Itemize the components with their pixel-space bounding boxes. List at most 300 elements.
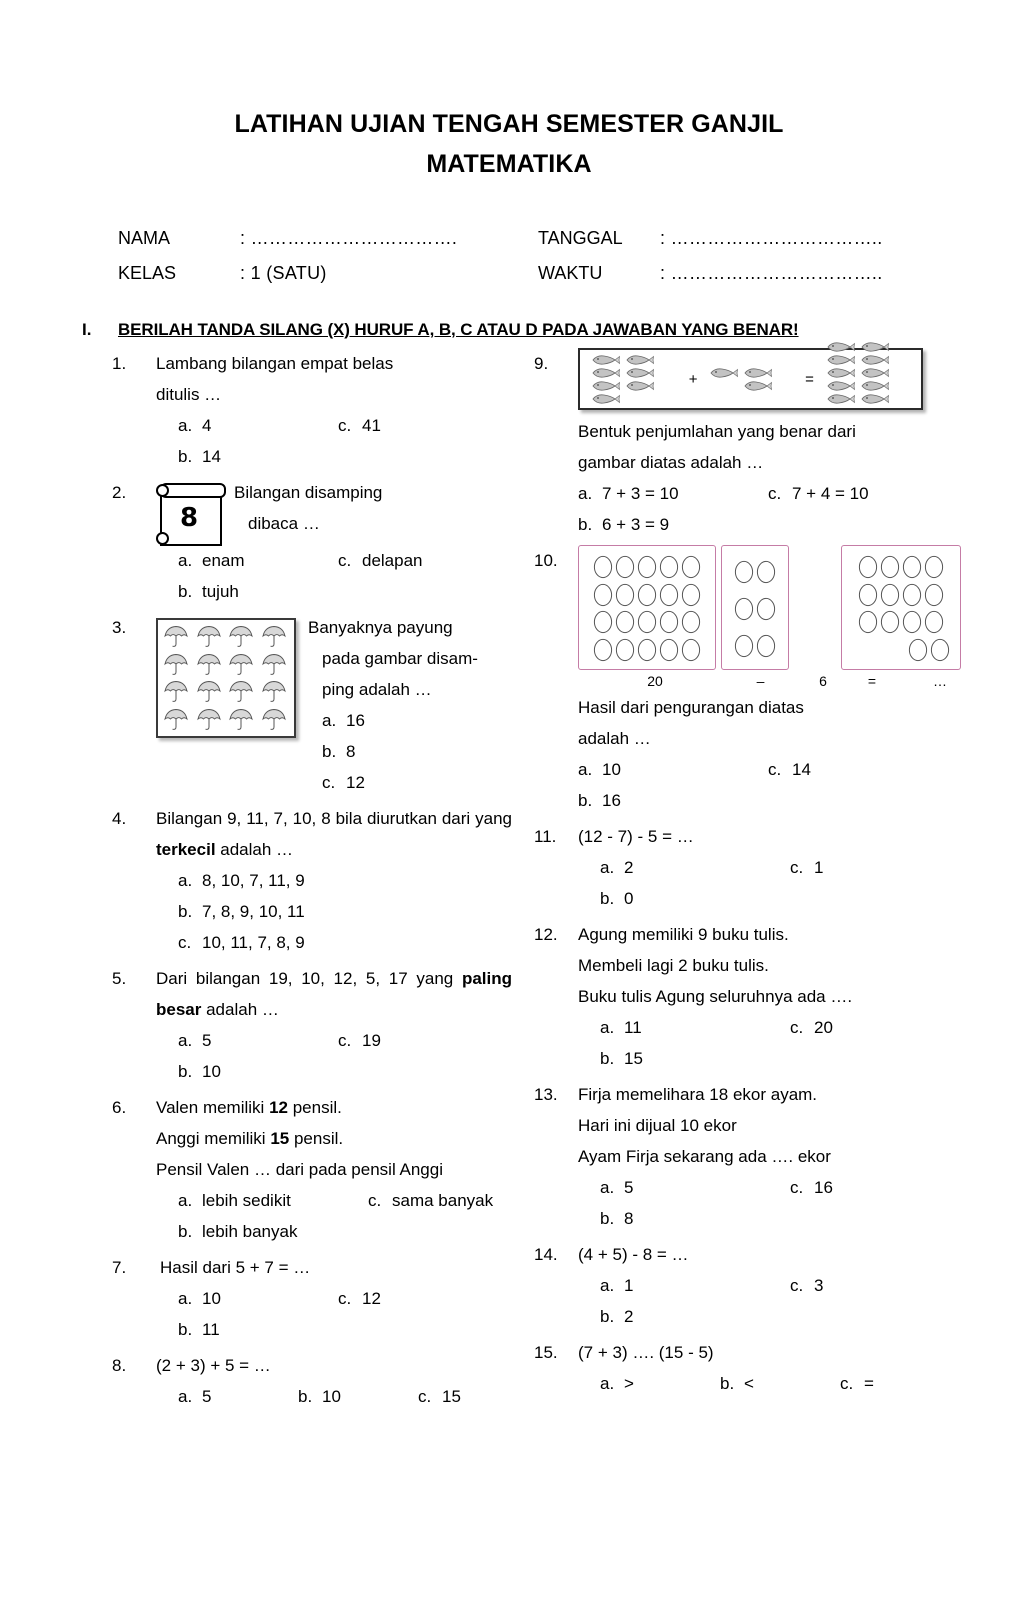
- egg-label-result: …: [933, 673, 947, 689]
- umbrella-icon: [261, 679, 289, 704]
- option-key: c.: [790, 858, 804, 877]
- question-11-option-b[interactable]: [600, 883, 790, 914]
- questions-column-right: [534, 348, 947, 1417]
- question-2-number: 2.: [112, 483, 127, 502]
- q5-bold: paling besar: [156, 969, 512, 1019]
- egg-icon: [923, 608, 945, 634]
- plus-sign: +: [688, 370, 698, 388]
- question-10-text-line-1: Hasil dari pengurangan diatas: [578, 698, 804, 717]
- question-2-option-b[interactable]: [178, 576, 338, 607]
- question-8-option-a[interactable]: [178, 1381, 298, 1412]
- option-value: 4: [202, 416, 212, 435]
- option-value: enam: [202, 551, 245, 570]
- q6-l2-bold: 15: [270, 1129, 290, 1148]
- question-6-text-line-2: [156, 1123, 512, 1154]
- identity-block: [0, 228, 1018, 284]
- umbrella-icon: [226, 651, 259, 679]
- fish-icon: [825, 380, 855, 392]
- waktu-field: [538, 263, 908, 284]
- question-5-options: [156, 1025, 512, 1087]
- option-value: 8: [624, 1209, 634, 1228]
- question-8-text: (2 + 3) + 5 = …: [156, 1356, 271, 1375]
- egg-icon: [614, 636, 636, 662]
- option-key: c.: [768, 760, 782, 779]
- fish-group: [706, 366, 796, 392]
- option-value: 12: [362, 1289, 381, 1308]
- question-13-option-c[interactable]: [790, 1172, 833, 1203]
- page-title-line-2: MATEMATIKA: [426, 150, 592, 178]
- question-8: [112, 1350, 512, 1412]
- question-9: [534, 348, 934, 540]
- fish-group: [588, 353, 680, 405]
- egg-row: [584, 608, 710, 636]
- option-value: tujuh: [202, 582, 239, 601]
- option-key: a.: [178, 1387, 193, 1406]
- fish-icon: [590, 380, 620, 392]
- question-9-option-a[interactable]: [578, 478, 768, 509]
- q4-bold: terkecil: [156, 840, 216, 859]
- nama-label: NAMA: [118, 228, 171, 248]
- option-value: 15: [442, 1387, 461, 1406]
- question-1-text-line-2: ditulis …: [156, 385, 222, 404]
- question-7-option-c[interactable]: [338, 1283, 381, 1314]
- fish-icon: [857, 392, 891, 405]
- egg-icon: [755, 632, 777, 658]
- question-7-option-b[interactable]: [178, 1314, 338, 1345]
- question-6-option-b[interactable]: [178, 1216, 368, 1247]
- document-header: [0, 0, 1018, 184]
- umbrella-icon: [228, 652, 256, 677]
- option-key: b.: [600, 1307, 615, 1326]
- option-key: a.: [600, 1276, 615, 1295]
- option-key: a.: [178, 1289, 193, 1308]
- umbrella-icon: [194, 623, 227, 651]
- question-7-option-a[interactable]: [178, 1283, 338, 1314]
- tanggal-field: [538, 228, 908, 249]
- option-key: b.: [322, 742, 337, 761]
- fish-group: [823, 340, 913, 418]
- fish-icon: [742, 367, 772, 379]
- fish-addition-image: [578, 348, 923, 410]
- umbrella-icon: [259, 706, 292, 734]
- umbrella-icon: [261, 652, 289, 677]
- section-heading: [0, 320, 1018, 340]
- option-value: 16: [346, 711, 365, 730]
- fish-icon: [622, 366, 656, 379]
- egg-row: [847, 635, 955, 663]
- question-3-text-line-3: ping adalah …: [322, 680, 432, 699]
- option-key: b.: [178, 1222, 193, 1241]
- egg-icon: [614, 581, 636, 607]
- option-key: b.: [600, 1049, 615, 1068]
- option-value: 16: [814, 1178, 833, 1197]
- question-5-number: 5.: [112, 969, 127, 988]
- egg-icon: [592, 608, 614, 634]
- egg-icon: [636, 608, 658, 634]
- question-13-number: 13.: [534, 1085, 558, 1104]
- question-9-option-c[interactable]: [768, 478, 869, 509]
- question-13-text-line-3: Ayam Firja sekarang ada …. ekor: [578, 1147, 831, 1166]
- question-10-option-a[interactable]: [578, 754, 768, 785]
- question-14-option-a[interactable]: [600, 1270, 790, 1301]
- egg-row: [584, 635, 710, 663]
- question-15-option-c[interactable]: [840, 1368, 874, 1399]
- egg-icon: [879, 608, 901, 634]
- option-value: 10, 11, 7, 8, 9: [202, 933, 305, 952]
- option-value: 1: [814, 858, 824, 877]
- question-9-text-line-2: gambar diatas adalah …: [578, 453, 764, 472]
- option-key: c.: [418, 1387, 432, 1406]
- question-15: [534, 1337, 934, 1399]
- option-key: c.: [790, 1178, 804, 1197]
- question-1-option-b[interactable]: [178, 441, 338, 472]
- question-12-option-a[interactable]: [600, 1012, 790, 1043]
- umbrella-icon: [196, 707, 224, 732]
- question-1-options: [156, 410, 512, 472]
- option-value: 3: [814, 1276, 824, 1295]
- option-key: a.: [578, 484, 593, 503]
- section-title: BERILAH TANDA SILANG (X) HURUF A, B, C ATAU D PADA JAWABAN YANG BENAR!: [118, 320, 799, 339]
- kelas-value[interactable]: : 1 (SATU): [240, 263, 327, 283]
- question-13-option-b[interactable]: [600, 1203, 790, 1234]
- egg-icon: [592, 636, 614, 662]
- fish-icon: [742, 380, 772, 392]
- option-key: c.: [368, 1191, 382, 1210]
- question-3-text-line-2: pada gambar disam-: [322, 649, 478, 668]
- egg-icon: [901, 581, 923, 607]
- fish-icon: [825, 341, 855, 353]
- question-3-option-b[interactable]: [322, 736, 355, 767]
- q4-part1: Bilangan 9, 11, 7, 10, 8 bila diurutkan dari yang: [156, 809, 512, 828]
- option-key: b.: [578, 791, 593, 810]
- tanggal-label: TANGGAL: [538, 228, 623, 248]
- option-value: 8: [346, 742, 356, 761]
- option-value: 14: [792, 760, 811, 779]
- question-8-number: 8.: [112, 1356, 127, 1375]
- option-key: b.: [600, 1209, 615, 1228]
- question-2-option-c[interactable]: [338, 545, 423, 576]
- question-9-option-b[interactable]: [578, 509, 768, 540]
- question-11-number: 11.: [534, 827, 557, 846]
- option-key: c.: [338, 551, 352, 570]
- fish-icon: [823, 353, 857, 366]
- umbrella-icon: [163, 679, 191, 704]
- question-1-option-c[interactable]: [338, 410, 381, 441]
- option-value: 0: [624, 889, 634, 908]
- question-2-text-line-1: Bilangan disamping: [234, 483, 383, 502]
- question-14-option-c[interactable]: [790, 1270, 823, 1301]
- question-10-number: 10.: [534, 551, 558, 570]
- option-key: a.: [178, 551, 193, 570]
- question-10: [534, 545, 947, 816]
- question-11: [534, 821, 934, 914]
- option-value: 16: [602, 791, 621, 810]
- questions-columns: [0, 348, 1018, 1417]
- umbrella-icon: [163, 707, 191, 732]
- option-key: a.: [178, 871, 193, 890]
- question-15-number: 15.: [534, 1343, 558, 1362]
- umbrella-icon: [161, 651, 194, 679]
- fish-icon: [624, 354, 654, 366]
- equals-sign: =: [867, 673, 877, 689]
- nama-value[interactable]: : …………………………….: [240, 228, 458, 248]
- waktu-label: WAKTU: [538, 263, 603, 283]
- question-6-option-c[interactable]: [368, 1185, 493, 1216]
- umbrella-icon: [163, 652, 191, 677]
- fish-icon: [857, 340, 891, 353]
- option-key: c.: [338, 416, 352, 435]
- egg-icon: [614, 553, 636, 579]
- question-13-option-a[interactable]: [600, 1172, 790, 1203]
- question-14-option-b[interactable]: [600, 1301, 790, 1332]
- fish-icon: [823, 340, 857, 353]
- nama-field: [118, 228, 538, 249]
- option-value: 5: [624, 1178, 634, 1197]
- egg-icon: [929, 636, 951, 662]
- question-4-options: [156, 865, 512, 958]
- question-1-number: 1.: [112, 354, 127, 373]
- question-10-text-line-2: adalah …: [578, 729, 651, 748]
- egg-row: [847, 580, 955, 608]
- egg-icon: [614, 608, 636, 634]
- option-key: b.: [178, 582, 193, 601]
- option-value: 15: [624, 1049, 643, 1068]
- option-key: c.: [768, 484, 782, 503]
- question-6-text-line-1: [156, 1092, 512, 1123]
- umbrella-icon: [226, 678, 259, 706]
- q6-l1-part2: pensil.: [287, 1098, 342, 1117]
- q5-part2: adalah …: [201, 1000, 279, 1019]
- egg-icon: [680, 553, 702, 579]
- question-2-option-a[interactable]: [178, 545, 338, 576]
- question-1-option-a[interactable]: [178, 410, 338, 441]
- question-8-option-b[interactable]: [298, 1381, 418, 1412]
- question-2-options: [156, 545, 512, 607]
- question-12-text-line-3: Buku tulis Agung seluruhnya ada ….: [578, 987, 853, 1006]
- question-15-option-a[interactable]: [600, 1368, 720, 1399]
- option-value: lebih sedikit: [202, 1191, 291, 1210]
- question-11-option-c[interactable]: [790, 852, 823, 883]
- umbrella-icon: [228, 624, 256, 649]
- egg-icon: [755, 558, 777, 584]
- egg-icon: [636, 581, 658, 607]
- option-key: a.: [600, 1374, 615, 1393]
- option-key: a.: [178, 1031, 193, 1050]
- question-13-options: [578, 1172, 934, 1234]
- fish-icon: [706, 366, 740, 379]
- question-5-option-a[interactable]: [178, 1025, 338, 1056]
- question-12-option-b[interactable]: [600, 1043, 790, 1074]
- egg-icon: [857, 581, 879, 607]
- umbrella-icon: [259, 678, 292, 706]
- question-6-options: [156, 1185, 512, 1247]
- number-card-scroll-icon: [156, 483, 222, 545]
- option-value: lebih banyak: [202, 1222, 298, 1241]
- fish-icon: [590, 367, 620, 379]
- question-12-number: 12.: [534, 925, 558, 944]
- fish-icon: [624, 380, 654, 392]
- egg-icon: [857, 553, 879, 579]
- egg-icon: [680, 581, 702, 607]
- fish-icon: [708, 367, 738, 379]
- question-14-text: (4 + 5) - 8 = …: [578, 1245, 689, 1264]
- question-13-text-line-1: Firja memelihara 18 ekor ayam.: [578, 1085, 818, 1104]
- fish-icon: [825, 367, 855, 379]
- umbrella-icon: [226, 706, 259, 734]
- option-key: c.: [840, 1374, 854, 1393]
- egg-row: [847, 608, 955, 636]
- umbrella-icon: [161, 706, 194, 734]
- option-value: 10: [202, 1289, 221, 1308]
- umbrella-icon: [161, 623, 194, 651]
- question-4-option-a[interactable]: [178, 865, 305, 896]
- option-value: 1: [624, 1276, 634, 1295]
- umbrella-icon: [259, 651, 292, 679]
- egg-icon: [733, 595, 755, 621]
- question-4-option-c[interactable]: [178, 927, 305, 958]
- question-10-option-c[interactable]: [768, 754, 811, 785]
- question-3-number: 3.: [112, 618, 127, 637]
- egg-icon: [901, 608, 923, 634]
- question-13: [534, 1079, 934, 1234]
- identity-row-2: [118, 263, 908, 284]
- option-value: 14: [202, 447, 221, 466]
- q6-l1-part1: Valen memiliki: [156, 1098, 270, 1117]
- kelas-label: KELAS: [118, 263, 177, 283]
- question-11-options: [578, 852, 934, 914]
- option-key: b.: [178, 902, 193, 921]
- question-3-option-a[interactable]: [322, 705, 365, 736]
- identity-row-1: [118, 228, 908, 249]
- egg-row: [727, 552, 783, 589]
- option-key: c.: [338, 1031, 352, 1050]
- question-6-text-line-3: Pensil Valen … dari pada pensil Anggi: [156, 1160, 443, 1179]
- option-value: 2: [624, 1307, 634, 1326]
- egg-icon: [879, 581, 901, 607]
- umbrella-icon: [228, 707, 256, 732]
- egg-icon: [857, 608, 879, 634]
- umbrella-icon: [196, 679, 224, 704]
- question-15-text: (7 + 3) …. (15 - 5): [578, 1343, 714, 1362]
- option-value: 6 + 3 = 9: [602, 515, 670, 534]
- question-8-option-c[interactable]: [418, 1381, 461, 1412]
- option-value: <: [744, 1374, 754, 1393]
- option-key: b.: [600, 889, 615, 908]
- tanggal-value[interactable]: : ……………………………..: [660, 228, 883, 248]
- option-value: delapan: [362, 551, 423, 570]
- fish-icon: [823, 392, 857, 405]
- egg-box-minuend: [578, 545, 716, 670]
- option-key: c.: [338, 1289, 352, 1308]
- egg-icon: [907, 636, 929, 662]
- question-15-options: [578, 1368, 934, 1399]
- option-value: 2: [624, 858, 634, 877]
- question-4-text: [156, 803, 512, 865]
- option-key: a.: [178, 416, 193, 435]
- question-3-option-c[interactable]: [322, 767, 365, 798]
- question-1-text-line-1: Lambang bilangan empat belas: [156, 354, 394, 373]
- egg-icon: [658, 608, 680, 634]
- option-value: 19: [362, 1031, 381, 1050]
- option-value: 12: [346, 773, 365, 792]
- option-value: 5: [202, 1387, 212, 1406]
- question-10-option-b[interactable]: [578, 785, 768, 816]
- option-key: c.: [322, 773, 336, 792]
- fish-icon: [859, 367, 889, 379]
- umbrella-grid-icon: [156, 618, 296, 738]
- option-key: a.: [600, 858, 615, 877]
- question-7-text: Hasil dari 5 + 7 = …: [160, 1258, 311, 1277]
- question-9-text-line-1: Bentuk penjumlahan yang benar dari: [578, 422, 856, 441]
- question-11-text: (12 - 7) - 5 = …: [578, 827, 694, 846]
- option-value: 11: [624, 1018, 642, 1037]
- question-12-text-line-2: Membeli lagi 2 buku tulis.: [578, 956, 769, 975]
- question-11-option-a[interactable]: [600, 852, 790, 883]
- egg-icon: [636, 553, 658, 579]
- question-7: [112, 1252, 512, 1345]
- question-5-option-c[interactable]: [338, 1025, 381, 1056]
- fish-icon: [857, 366, 891, 379]
- umbrella-icon: [228, 679, 256, 704]
- egg-icon: [592, 581, 614, 607]
- waktu-value[interactable]: : ……………………………..: [660, 263, 883, 283]
- question-5: [112, 963, 512, 1087]
- fish-icon: [859, 354, 889, 366]
- fish-icon: [740, 379, 774, 392]
- question-10-options: [578, 754, 985, 816]
- q6-l1-bold: 12: [269, 1098, 288, 1117]
- question-14-options: [578, 1270, 934, 1332]
- questions-column-left: [112, 348, 512, 1417]
- option-value: 10: [322, 1387, 341, 1406]
- fish-icon: [588, 366, 622, 379]
- umbrella-icon: [194, 706, 227, 734]
- fish-icon: [590, 393, 620, 405]
- option-value: 10: [202, 1062, 221, 1081]
- umbrella-icon: [163, 624, 191, 649]
- question-6-number: 6.: [112, 1098, 127, 1117]
- option-key: b.: [178, 1320, 193, 1339]
- option-value: 20: [814, 1018, 833, 1037]
- section-number: I.: [82, 320, 92, 339]
- question-5-option-b[interactable]: [178, 1056, 338, 1087]
- question-12-option-c[interactable]: [790, 1012, 833, 1043]
- fish-icon: [825, 354, 855, 366]
- egg-icon: [636, 636, 658, 662]
- page-title-line-1: LATIHAN UJIAN TENGAH SEMESTER GANJIL: [234, 110, 784, 138]
- question-2-text-line-2: dibaca …: [248, 514, 320, 533]
- umbrella-icon: [194, 651, 227, 679]
- question-15-option-b[interactable]: [720, 1368, 840, 1399]
- q6-l2-part1: Anggi memiliki: [156, 1129, 271, 1148]
- egg-row: [584, 552, 710, 580]
- minus-sign: –: [756, 673, 765, 689]
- fish-icon: [588, 392, 622, 405]
- option-key: a.: [600, 1178, 615, 1197]
- q5-part1: Dari bilangan 19, 10, 12, 5, 17 yang: [156, 969, 462, 988]
- question-4-option-b[interactable]: [178, 896, 305, 927]
- question-1: [112, 348, 512, 472]
- egg-icon: [755, 595, 777, 621]
- egg-box-subtrahend: [721, 545, 789, 670]
- egg-row: [727, 589, 783, 626]
- fish-icon: [622, 379, 656, 392]
- egg-icon: [923, 581, 945, 607]
- question-6-option-a[interactable]: [178, 1185, 368, 1216]
- egg-row: [584, 580, 710, 608]
- egg-icon: [658, 636, 680, 662]
- fish-icon: [823, 379, 857, 392]
